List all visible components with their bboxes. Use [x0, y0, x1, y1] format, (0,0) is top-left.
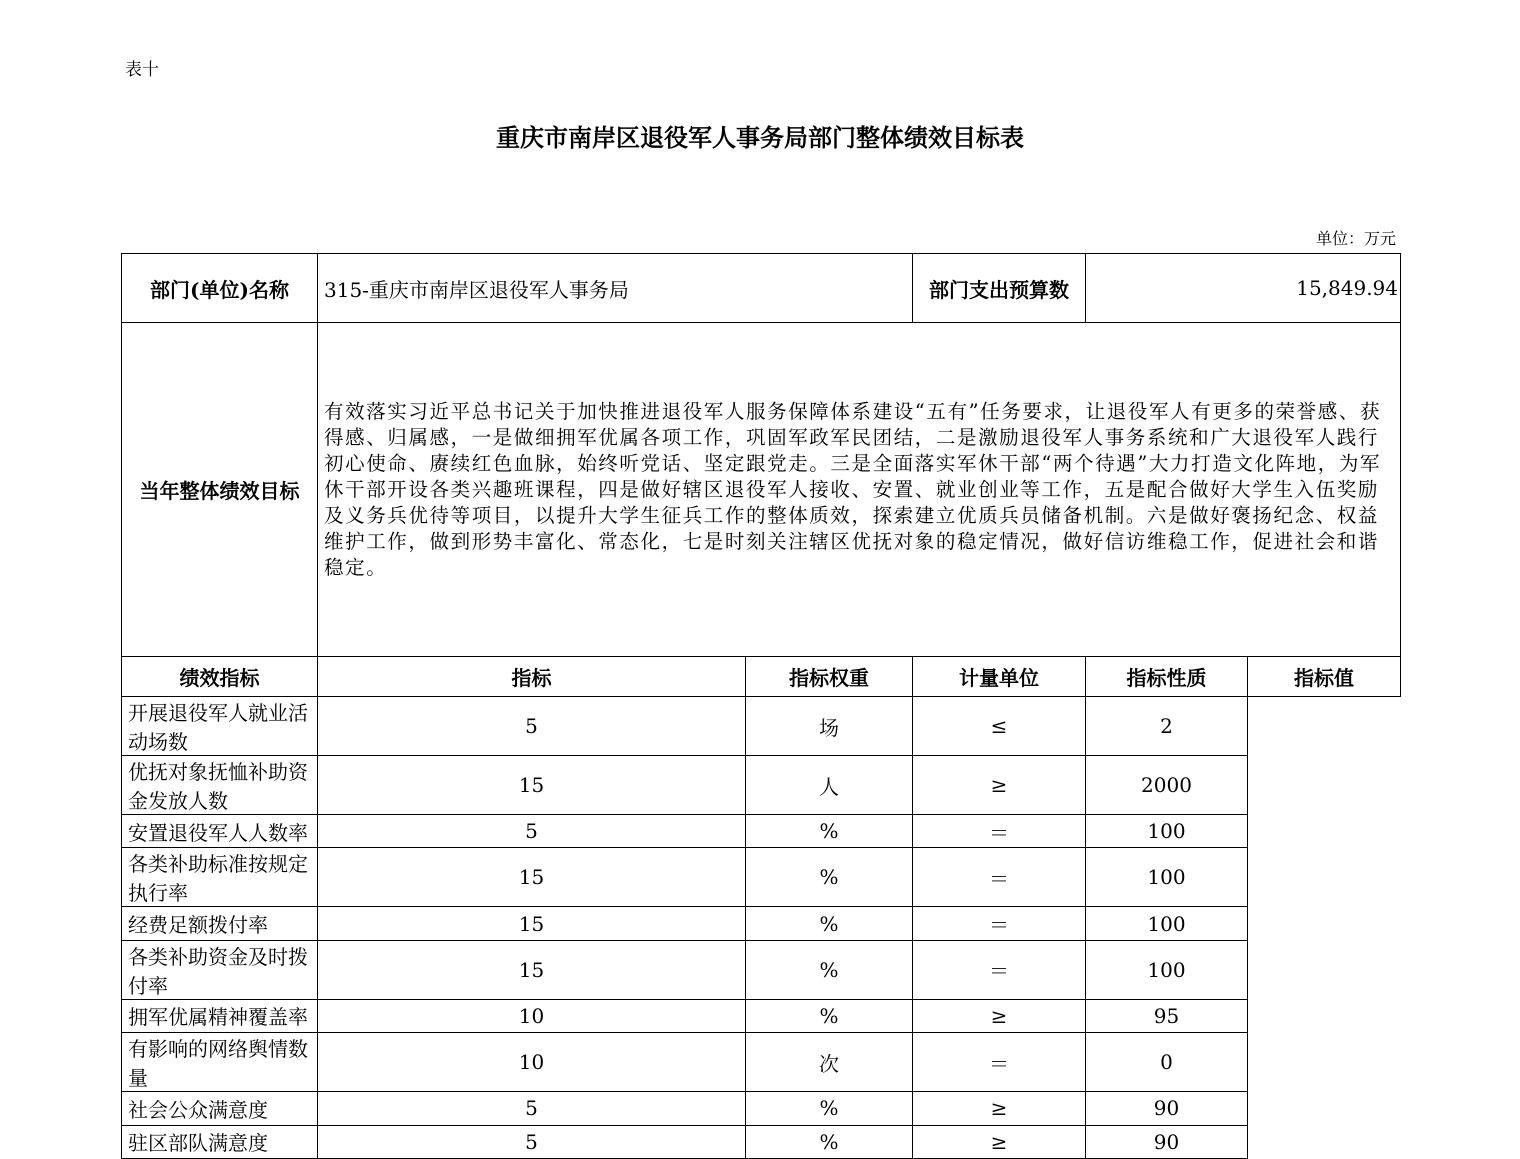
header-value: 指标值 [1248, 657, 1401, 697]
indicator-nature: ＝ [913, 815, 1086, 848]
table-row [122, 1092, 1401, 1125]
indicator-unit: % [746, 999, 913, 1032]
indicator-unit: 人 [746, 756, 913, 815]
indicator-unit: 场 [746, 697, 913, 756]
header-nature: 指标性质 [1086, 657, 1248, 697]
indicator-weight: 5 [318, 815, 746, 848]
indicator-weight: 15 [318, 756, 746, 815]
budget-label: 部门支出预算数 [913, 254, 1086, 323]
table-row [122, 907, 1401, 940]
indicator-weight: 5 [318, 1125, 746, 1158]
indicator-value: 100 [1086, 940, 1248, 999]
goal-label: 当年整体绩效目标 [122, 323, 318, 657]
indicator-name: 各类补助资金及时拨付率 [122, 940, 318, 999]
header-indicator: 指标 [318, 657, 746, 697]
indicator-header-row [122, 657, 1401, 697]
indicator-unit: % [746, 848, 913, 907]
indicator-value: 100 [1086, 848, 1248, 907]
indicator-unit: % [746, 907, 913, 940]
header-weight: 指标权重 [746, 657, 913, 697]
indicator-nature: ≥ [913, 1092, 1086, 1125]
dept-name-value: 315-重庆市南岸区退役军人事务局 [318, 254, 913, 323]
indicator-nature: ＝ [913, 907, 1086, 940]
indicator-nature: ＝ [913, 848, 1086, 907]
table-row [122, 940, 1401, 999]
indicator-weight: 10 [318, 1033, 746, 1092]
indicator-name: 驻区部队满意度 [122, 1125, 318, 1158]
indicator-unit: % [746, 815, 913, 848]
indicator-nature: ≥ [913, 999, 1086, 1032]
indicator-nature: ≥ [913, 756, 1086, 815]
indicator-weight: 10 [318, 999, 746, 1032]
table-row [122, 999, 1401, 1032]
table-row [122, 1033, 1401, 1092]
indicator-unit: % [746, 1125, 913, 1158]
table-row [122, 756, 1401, 815]
indicator-name: 拥军优属精神覆盖率 [122, 999, 318, 1032]
indicator-name: 经费足额拨付率 [122, 907, 318, 940]
indicator-weight: 5 [318, 1092, 746, 1125]
indicator-name: 开展退役军人就业活动场数 [122, 697, 318, 756]
dept-row [122, 254, 1401, 323]
indicator-value: 90 [1086, 1092, 1248, 1125]
table-row [122, 848, 1401, 907]
table-number: 表十 [125, 60, 159, 80]
indicators-label: 绩效指标 [122, 657, 318, 697]
header-unit: 计量单位 [913, 657, 1086, 697]
indicator-value: 95 [1086, 999, 1248, 1032]
indicator-nature: ＝ [913, 940, 1086, 999]
page-title: 重庆市南岸区退役军人事务局部门整体绩效目标表 [496, 123, 1024, 152]
indicator-value: 2000 [1086, 756, 1248, 815]
indicator-nature: ≤ [913, 697, 1086, 756]
indicator-name: 有影响的网络舆情数量 [122, 1033, 318, 1092]
performance-table [121, 253, 1401, 1159]
table-row [122, 1125, 1401, 1158]
indicator-name: 各类补助标准按规定执行率 [122, 848, 318, 907]
unit-label: 单位：万元 [1315, 229, 1396, 248]
indicator-weight: 15 [318, 940, 746, 999]
indicator-weight: 15 [318, 848, 746, 907]
indicator-unit: % [746, 940, 913, 999]
indicator-name: 优抚对象抚恤补助资金发放人数 [122, 756, 318, 815]
goal-row [122, 323, 1401, 657]
indicator-nature: ≥ [913, 1125, 1086, 1158]
dept-name-label: 部门(单位)名称 [122, 254, 318, 323]
indicator-value: 100 [1086, 907, 1248, 940]
table-row [122, 815, 1401, 848]
indicator-value: 90 [1086, 1125, 1248, 1158]
indicator-unit: 次 [746, 1033, 913, 1092]
goal-text: 有效落实习近平总书记关于加快推进退役军人服务保障体系建设“五有”任务要求，让退役军人有更多的荣誉感、获得感、归属感，一是做细拥军优属各项工作，巩固军政军民团结，二是激励退役军人事务系统和广大退役军人践行初心使命、赓续红色血脉，始终听党话、坚定跟党走。三是全面落实军休干部“两个待遇”大力打造文化阵地，为军休干部开设各类兴趣班课程，四是做好辖区退役军人接收、安置、就业创业等工作，五是配合做好大学生入伍奖励及义务兵优待等项目，以提升大学生征兵工作的整体质效，探索建立优质兵员储备机制。六是做好褒扬纪念、权益维护工作，做到形势丰富化、常态化，七是时刻关注辖区优抚对象的稳定情况，做好信访维稳工作，促进社会和谐稳定。 [318, 323, 1401, 657]
indicator-nature: ＝ [913, 1033, 1086, 1092]
indicator-name: 社会公众满意度 [122, 1092, 318, 1125]
indicator-weight: 5 [318, 697, 746, 756]
indicator-value: 0 [1086, 1033, 1248, 1092]
indicator-value: 2 [1086, 697, 1248, 756]
table-row [122, 697, 1401, 756]
budget-value: 15,849.94 [1086, 254, 1401, 323]
indicator-weight: 15 [318, 907, 746, 940]
indicator-name: 安置退役军人人数率 [122, 815, 318, 848]
indicator-value: 100 [1086, 815, 1248, 848]
indicator-unit: % [746, 1092, 913, 1125]
